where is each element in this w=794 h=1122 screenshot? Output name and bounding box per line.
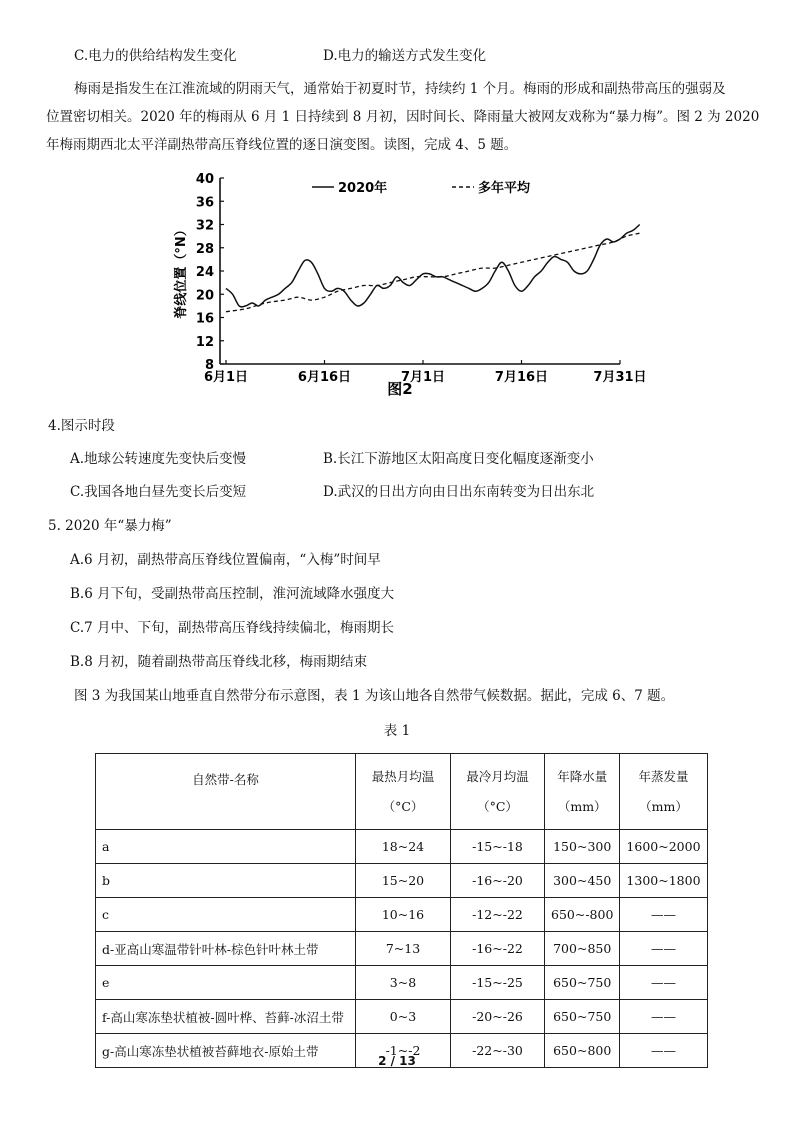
cell-min-temp: -22~-30: [451, 1034, 545, 1068]
y-tick-label: 36: [195, 195, 214, 211]
y-tick-label: 8: [204, 358, 214, 373]
cell-min-temp: -16~-20: [451, 864, 545, 898]
table-1-climate-data: [95, 753, 708, 1068]
cell-max-temp: 10~16: [356, 898, 451, 932]
header-min-temp-l1: 最冷月均温: [466, 768, 529, 784]
cell-min-temp: -15~-25: [451, 966, 545, 1000]
cell-precip: 650~-800: [545, 898, 620, 932]
chart-ticks: [196, 172, 647, 385]
cell-zone: a: [96, 830, 356, 864]
cell-evap: ——: [620, 966, 707, 1000]
header-evap-l1: 年蒸发量: [638, 768, 689, 784]
y-tick-label: 12: [195, 334, 214, 350]
cell-zone: b: [96, 864, 356, 898]
header-max-temp-l2: （°C）: [382, 798, 424, 814]
cell-evap: ——: [620, 1034, 707, 1068]
cell-zone: g-高山寒冻垫状植被苔藓地衣-原始土带: [96, 1034, 356, 1068]
x-tick-label: 7月1日: [400, 370, 446, 385]
table-header-row: [96, 754, 708, 830]
header-zone-name-label: 自然带-名称: [192, 772, 259, 787]
header-max-temp: [356, 754, 451, 830]
header-evap-l2: （mm）: [639, 798, 688, 814]
table-row: [96, 932, 708, 966]
intro-paragraph-mountain: 图 3 为我国某山地垂直自然带分布示意图，表 1 为该山地各自然带气候数据。据此，完成 6、7 题。: [74, 688, 675, 704]
y-tick-label: 32: [195, 218, 214, 234]
table-row: [96, 830, 708, 864]
cell-min-temp: -16~-22: [451, 932, 545, 966]
header-precip-l2: （mm）: [557, 798, 607, 814]
legend-label: 2020年: [338, 181, 388, 196]
figure-2-ridge-line-chart: [174, 168, 647, 408]
y-tick-label: 28: [195, 241, 214, 257]
q5-stem: 5. 2020 年“暴力梅”: [48, 518, 172, 534]
series-line-average: [226, 233, 640, 312]
y-tick-label: 16: [195, 311, 214, 327]
cell-precip: 150~300: [545, 830, 620, 864]
q5-option-b: B.6 月下旬，受副热带高压控制，淮河流域降水强度大: [70, 586, 395, 602]
header-evap: [620, 754, 707, 830]
cell-max-temp: 7~13: [356, 932, 451, 966]
q5-option-d: B.8 月初，随着副热带高压脊线北移，梅雨期结束: [70, 654, 368, 670]
cell-max-temp: 15~20: [356, 864, 451, 898]
table-row: [96, 898, 708, 932]
cell-precip: 650~800: [545, 1034, 620, 1068]
intro-line-1: 梅雨是指发生在江淮流域的阴雨天气，通常始于初夏时节，持续约 1 个月。梅雨的形成和副热带高压的强弱及: [74, 81, 726, 97]
cell-min-temp: -20~-26: [451, 1000, 545, 1034]
chart-series: [226, 225, 640, 312]
header-min-temp-l2: （°C）: [477, 798, 518, 814]
cell-evap: ——: [620, 1000, 707, 1034]
header-precip-l1: 年降水量: [557, 768, 608, 784]
cell-precip: 700~850: [545, 932, 620, 966]
x-tick-label: 6月1日: [203, 370, 249, 385]
x-tick-label: 7月31日: [593, 370, 647, 385]
chart-axes: [220, 178, 620, 364]
table-caption: 表 1: [383, 723, 411, 739]
intro-paragraph-meiyu: [46, 75, 760, 159]
chart-title: 图2: [387, 380, 413, 398]
y-tick-label: 40: [195, 172, 214, 187]
cell-zone: d-亚高山寒温带针叶林-棕色针叶林土带: [96, 932, 356, 966]
table-row: [96, 864, 708, 898]
q3-option-d: D.电力的输送方式发生变化: [323, 48, 487, 64]
cell-evap: ——: [620, 898, 707, 932]
cell-zone: f-高山寒冻垫状植被-圆叶桦、苔藓-冰沼土带: [96, 1000, 356, 1034]
cell-precip: 300~450: [545, 864, 620, 898]
cell-max-temp: 0~3: [356, 1000, 451, 1034]
header-zone-name: [96, 754, 356, 830]
q4-option-c: C.我国各地白昼先变长后变短: [70, 484, 247, 500]
cell-max-temp: -1~-2: [356, 1034, 451, 1068]
header-precip: [545, 754, 620, 830]
q4-stem: 4.图示时段: [48, 418, 115, 434]
q4-option-a: A.地球公转速度先变快后变慢: [70, 451, 247, 467]
cell-evap: ——: [620, 932, 707, 966]
series-line-2020: [226, 225, 640, 307]
cell-max-temp: 3~8: [356, 966, 451, 1000]
page-number: 2 / 13: [378, 1054, 416, 1068]
legend-label: 多年平均: [478, 181, 531, 196]
q5-option-a: A.6 月初，副热带高压脊线位置偏南，“入梅”时间早: [70, 552, 381, 568]
x-tick-label: 7月16日: [494, 370, 549, 385]
chart-ylabel: 脊线位置（°N）: [174, 223, 189, 319]
cell-evap: 1300~1800: [620, 864, 707, 898]
q5-option-c: C.7 月中、下旬，副热带高压脊线持续偏北，梅雨期长: [70, 620, 395, 636]
cell-zone: e: [96, 966, 356, 1000]
intro-line-2: 位置密切相关。2020 年的梅雨从 6 月 1 日持续到 8 月初，因时间长、降雨量大被网友戏称为“暴力梅”。图 2 为 2020: [46, 109, 760, 125]
cell-precip: 650~750: [545, 1000, 620, 1034]
cell-evap: 1600~2000: [620, 830, 707, 864]
cell-precip: 650~750: [545, 966, 620, 1000]
chart-legend: [312, 180, 531, 196]
intro-line-3: 年梅雨期西北太平洋副热带高压脊线位置的逐日演变图。读图，完成 4、5 题。: [46, 137, 518, 153]
cell-zone: c: [96, 898, 356, 932]
table-row: [96, 966, 708, 1000]
y-tick-label: 20: [195, 288, 214, 304]
cell-min-temp: -15~-18: [451, 830, 545, 864]
y-tick-label: 24: [195, 265, 214, 280]
q3-option-c: C.电力的供给结构发生变化: [74, 48, 237, 64]
q4-option-d: D.武汉的日出方向由日出东南转变为日出东北: [323, 484, 595, 500]
cell-min-temp: -12~-22: [451, 898, 545, 932]
cell-max-temp: 18~24: [356, 830, 451, 864]
q4-option-b: B.长江下游地区太阳高度日变化幅度逐渐变小: [323, 451, 594, 467]
table-row: [96, 1000, 708, 1034]
header-max-temp-l1: 最热月均温: [371, 768, 435, 784]
x-tick-label: 6月16日: [297, 370, 352, 385]
header-min-temp: [451, 754, 545, 830]
